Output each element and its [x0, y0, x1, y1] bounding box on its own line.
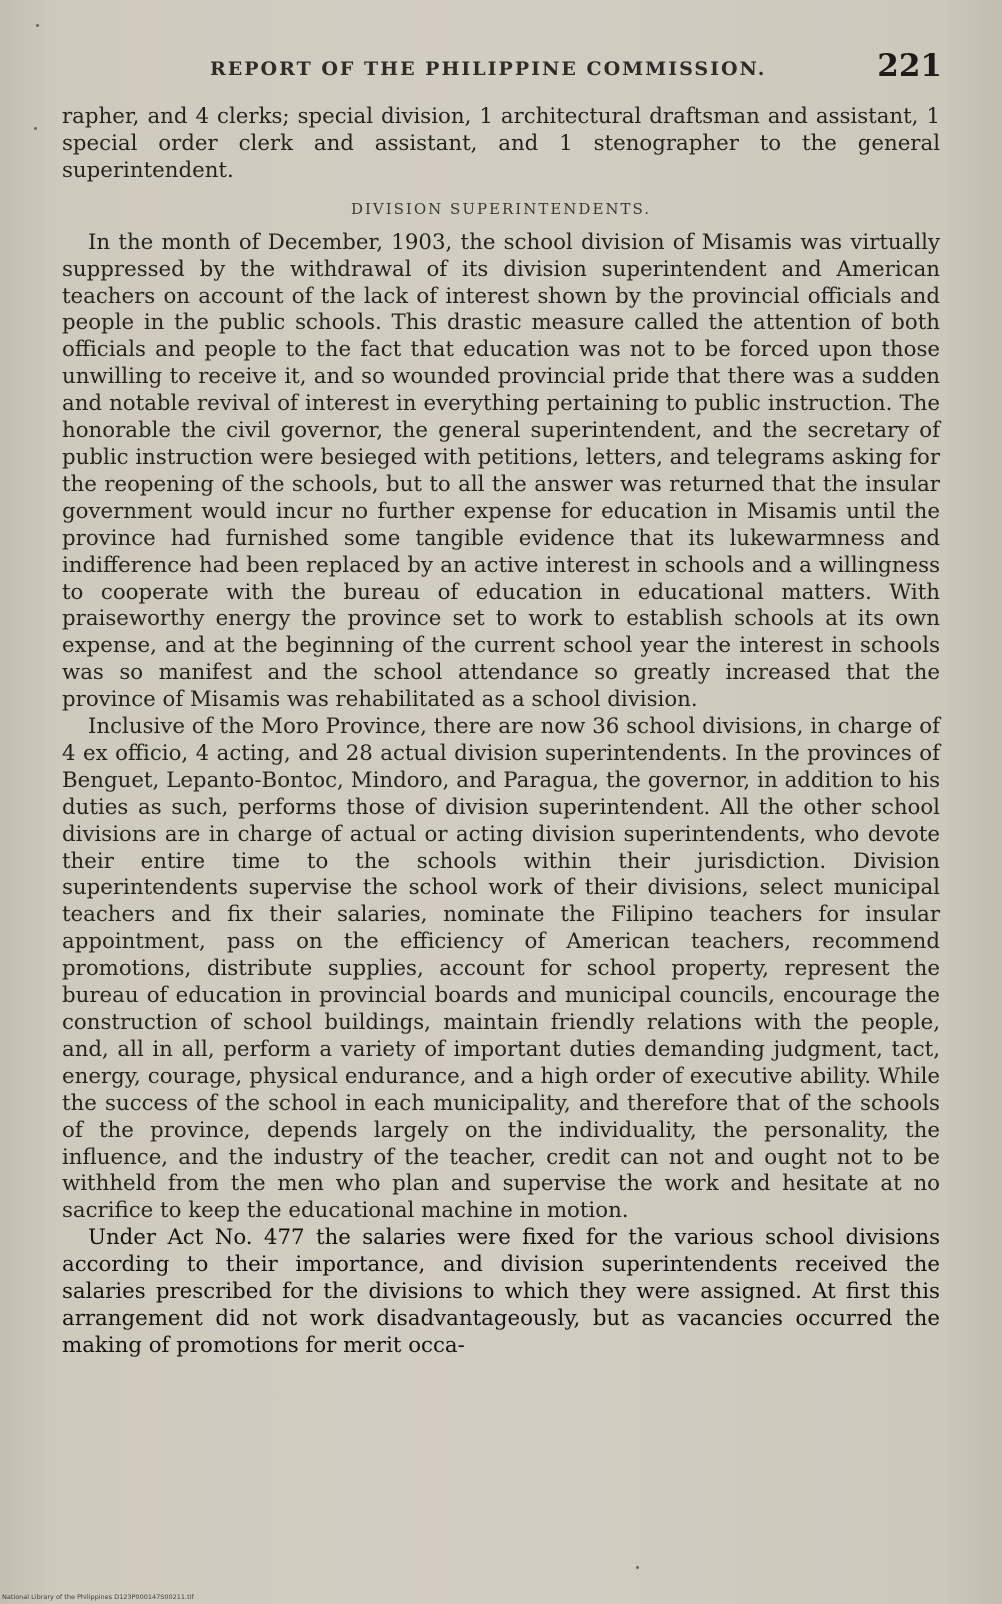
paragraph-salaries: Under Act No. 477 the salaries were fixed for the various school divisions according to their importance, and division superintendents received the salaries prescribed for the divisions to which they were assigned. At first this arrangement did not work disadvantageously, but as vacancies occurred the making of promotions for merit occa-	[62, 1225, 940, 1358]
paper-speck	[36, 24, 39, 27]
body-text	[62, 104, 940, 1360]
scan-credit: National Library of the Philippines D123P000147S00211.tif	[2, 1593, 194, 1601]
paper-speck	[636, 1566, 639, 1569]
paragraph-school-divisions: Inclusive of the Moro Province, there are now 36 school divisions, in charge of 4 ex officio, 4 acting, and 28 actual division superintendents. In the provinces of Benguet, Lepanto-Bontoc, Mindoro, and Paragua, the governor, in addition to his duties as such, performs those of division superintendent. All the other school divisions are in charge of actual or acting division superintendents, who devote their entire time to the schools within their jurisdiction. Division superintendents supervise the school work of their divisions, select municipal teachers and fix their salaries, nominate the Filipino teachers for insular appointment, pass on the efficiency of American teachers, recommend promotions, distribute supplies, account for school property, represent the bureau of education in provincial boards and municipal councils, encourage the construction of school buildings, maintain friendly relations with the people, and, all in all, perform a variety of important duties demanding judgment, tact, energy, courage, physical endurance, and a high order of executive ability. While the success of the school in each municipality, and therefore that of the schools of the province, depends largely on the individuality, the personality, the influence, and the industry of the teacher, credit can not and ought not to be withheld from the men who plan and supervise the work and hesitate at no sacrifice to keep the educational machine in motion.	[62, 714, 940, 1224]
page-header	[0, 48, 1002, 88]
page-number: 221	[877, 48, 942, 84]
paragraph-misamis: In the month of December, 1903, the school division of Misamis was virtually suppressed by the withdrawal of its division superintendent and American teachers on account of the lack of interest shown by the provincial officials and people in the public schools. This drastic measure called the attention of both officials and people to the fact that education was not to be forced upon those unwilling to receive it, and so wounded provincial pride that there was a sudden and notable revival of interest in everything pertaining to public instruction. The honorable the civil governor, the general superintendent, and the secretary of public instruction were besieged with petitions, letters, and telegrams asking for the reopening of the schools, but to all the answer was returned that the insular government would incur no further expense for education in Misamis until the province had furnished some tangible evidence that its lukewarmness and indifference had been replaced by an active interest in schools and a willingness to cooperate with the bureau of education in educational matters. With praiseworthy energy the province set to work to establish schools at its own expense, and at the beginning of the current school year the interest in schools was so manifest and the school attendance so greatly increased that the province of Misamis was rehabilitated as a school division.	[62, 229, 940, 713]
running-title: REPORT OF THE PHILIPPINE COMMISSION.	[210, 58, 767, 80]
paper-speck	[34, 127, 37, 130]
paragraph-continued: rapher, and 4 clerks; special division, 1 architectural draftsman and assistant, 1 special order clerk and assistant, and 1 stenographer to the general superintendent.	[62, 104, 940, 183]
section-heading: DIVISION SUPERINTENDENTS.	[350, 199, 652, 218]
